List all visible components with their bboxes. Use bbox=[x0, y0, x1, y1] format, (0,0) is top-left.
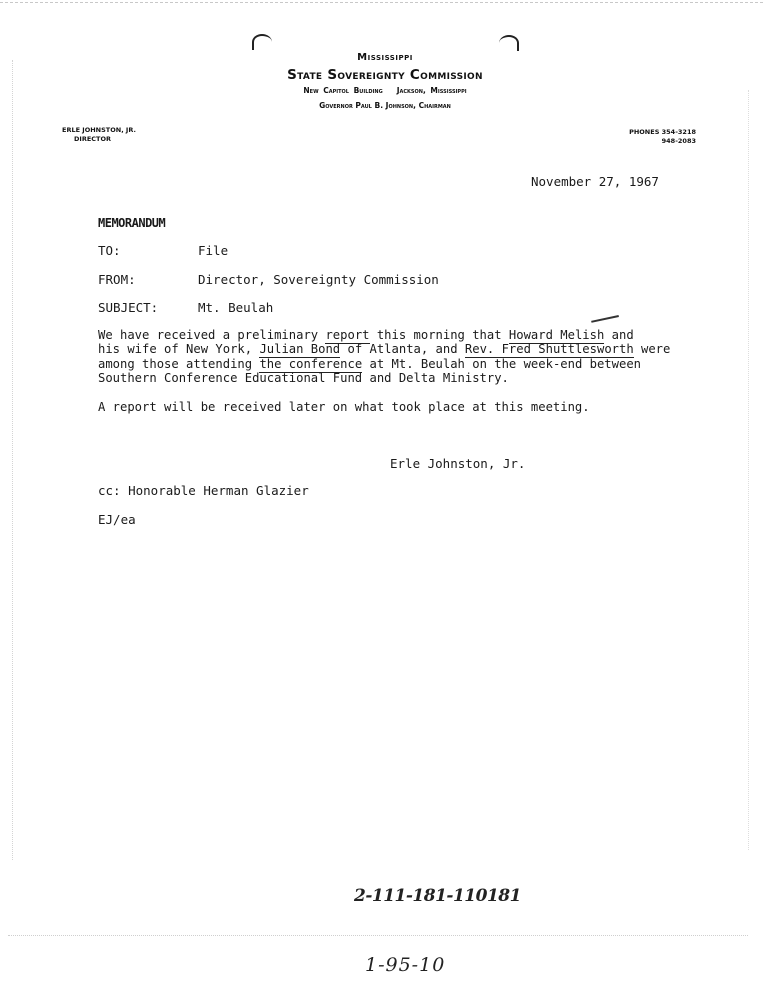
memo-from-row bbox=[98, 272, 439, 287]
underlined-name: Julian Bond bbox=[259, 342, 341, 357]
paragraph-text: this morning that bbox=[369, 328, 509, 342]
underlined-phrase: the conference bbox=[259, 356, 363, 371]
phone-line-2: 948-2083 bbox=[661, 137, 696, 145]
memo-subject-value: Mt. Beulah bbox=[198, 300, 274, 315]
phone-block bbox=[600, 128, 696, 146]
director-name: ERLE JOHNSTON, JR. bbox=[62, 126, 136, 134]
paragraph-text: of Atlanta, and bbox=[340, 342, 465, 357]
scan-edge-top bbox=[0, 2, 763, 4]
scan-edge-right bbox=[748, 90, 750, 850]
letterhead bbox=[230, 52, 540, 110]
memo-date: November 27, 1967 bbox=[531, 174, 659, 189]
memo-cc: cc: Honorable Herman Glazier bbox=[98, 483, 309, 498]
paragraph-text: his wife of New York, bbox=[98, 342, 260, 357]
archive-stamp-code: 2-111-181-110181 bbox=[354, 886, 521, 906]
memo-to-row bbox=[98, 243, 228, 258]
letterhead-commission: State Sovereignty Commission bbox=[287, 67, 483, 83]
underlined-name: Rev. Fred Shuttlesworth bbox=[464, 342, 634, 357]
paragraph-text: at Mt. Beulah on the week-end between bbox=[362, 356, 641, 371]
underlined-word: report bbox=[325, 328, 370, 342]
paragraph-text: among those attending bbox=[98, 356, 260, 371]
memo-signature: Erle Johnston, Jr. bbox=[390, 456, 526, 471]
scan-edge-left bbox=[12, 60, 14, 860]
memo-from-label: FROM: bbox=[98, 272, 136, 287]
memo-subject-label: SUBJECT: bbox=[98, 300, 159, 315]
memo-to-value: File bbox=[198, 243, 229, 258]
staple-mark-right bbox=[499, 35, 519, 51]
memo-paragraph-1 bbox=[98, 328, 671, 385]
memo-heading: MEMORANDUM bbox=[98, 216, 166, 230]
paragraph-text: We have received a preliminary bbox=[98, 328, 326, 342]
letterhead-building: New Capitol Building bbox=[303, 86, 383, 95]
memo-paragraph-2: A report will be received later on what took place at this meeting. bbox=[98, 400, 590, 414]
paragraph-text: Southern Conference Educational Fund and Delta Ministry. bbox=[98, 370, 509, 385]
letterhead-state: Mississippi bbox=[357, 52, 413, 63]
letterhead-city: Jackson, Mississippi bbox=[396, 86, 467, 95]
handwritten-file-code: 1-95-10 bbox=[365, 954, 446, 976]
director-block bbox=[62, 126, 136, 144]
phone-line-1: PHONES 354-3218 bbox=[629, 128, 696, 136]
paragraph-text: and bbox=[604, 328, 634, 342]
memo-reference-initials: EJ/ea bbox=[98, 512, 136, 527]
staple-mark-left bbox=[252, 34, 272, 50]
letterhead-address bbox=[230, 86, 540, 95]
memo-to-label: TO: bbox=[98, 243, 121, 258]
director-title: DIRECTOR bbox=[74, 135, 111, 143]
paragraph-text: were bbox=[633, 342, 671, 357]
memo-subject-row bbox=[98, 300, 273, 315]
memo-from-value: Director, Sovereignty Commission bbox=[198, 272, 439, 287]
handwritten-check-mark bbox=[589, 305, 619, 323]
letterhead-governor: Governor Paul B. Johnson, Chairman bbox=[319, 101, 451, 110]
underlined-name: Howard Melish bbox=[508, 328, 605, 342]
scan-edge-bottom bbox=[8, 935, 748, 937]
